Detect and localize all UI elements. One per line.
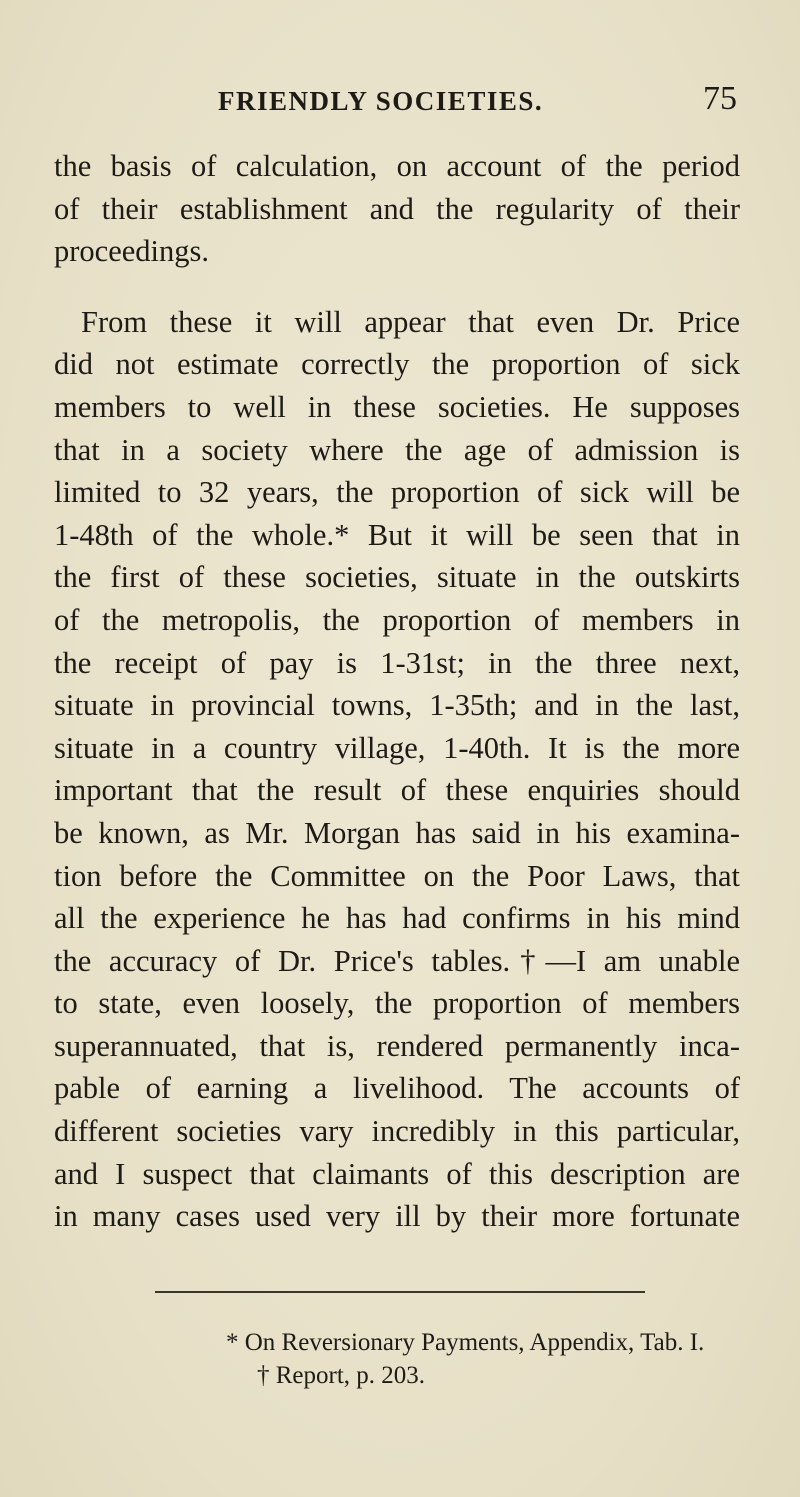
text-line: situate in a country village, 1-40th. It is the more [54, 730, 740, 765]
text-line: the accuracy of Dr. Price's tables.†—I am unable [54, 943, 740, 978]
text-line: be known, as Mr. Morgan has said in his examina- [54, 815, 740, 850]
text-line: of the metropolis, the proportion of members in [54, 602, 740, 637]
text-line: tion before the Committee on the Poor Laws, that [54, 858, 740, 893]
paragraph-gap [54, 273, 740, 301]
text-line: all the experience he has had confirms in his mind [54, 901, 740, 936]
text-line: did not estimate correctly the proportion of sick [54, 347, 740, 382]
text-line: that in a society where the age of admission is [54, 432, 740, 467]
text-line: important that the result of these enquiries should [54, 773, 740, 808]
text-line: pable of earning a livelihood. The accounts of [54, 1071, 740, 1106]
text-line: From these it will appear that even Dr. Price [81, 304, 740, 339]
body-text [54, 145, 740, 1238]
footnote-rule [155, 1291, 645, 1293]
text-line: to state, even loosely, the proportion of members [54, 986, 740, 1021]
text-line: members to well in these societies. He supposes [54, 389, 740, 424]
text-line: proceedings. [54, 234, 209, 269]
text-line: limited to 32 years, the proportion of sick will be [54, 475, 740, 510]
text-line: situate in provincial towns, 1-35th; and in the last, [54, 688, 740, 723]
paragraph-1 [54, 145, 740, 273]
running-title: FRIENDLY SOCIETIES. [218, 86, 544, 116]
text-line: 1-48th of the whole.* But it will be seen that in [54, 517, 740, 552]
text-line: the receipt of pay is 1-31st; in the three next, [54, 645, 740, 680]
text-line: and I suspect that claimants of this description are [54, 1156, 740, 1191]
footnote-2: † Report, p. 203. [257, 1362, 426, 1389]
text-line: of their establishment and the regularity of their [54, 191, 740, 226]
footnotes [0, 1326, 800, 1392]
paragraph-2 [54, 301, 740, 1238]
running-head [0, 76, 800, 116]
page-number: 75 [703, 80, 737, 117]
text-line: in many cases used very ill by their more fortunate [54, 1199, 740, 1234]
footnote-1: * On Reversionary Payments, Appendix, Tab. I. [226, 1329, 705, 1356]
text-line: the basis of calculation, on account of the period [54, 149, 740, 183]
text-line: superannuated, that is, rendered permanently inca- [54, 1028, 740, 1063]
text-line: the first of these societies, situate in the outskirts [54, 560, 740, 595]
text-line: different societies vary incredibly in this particular, [54, 1114, 740, 1149]
